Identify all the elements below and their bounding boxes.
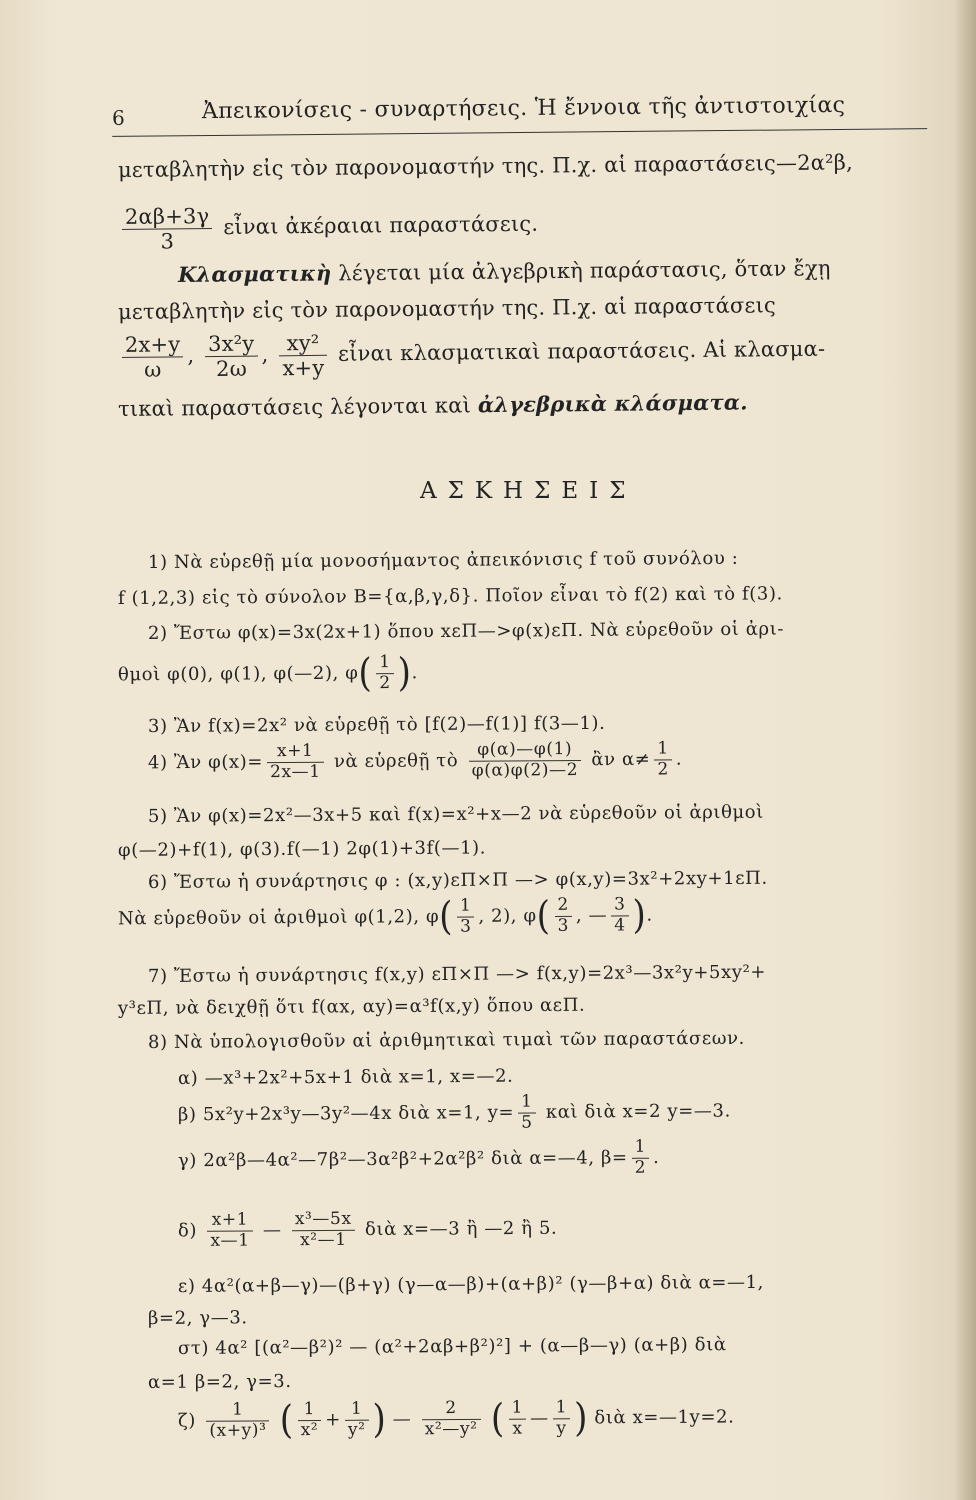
exercise-1-line-2: f (1,2,3) εἰς τὸ σύνολον Β={α,β,γ,δ}. Ποῖον εἶναι τὸ f(2) καὶ τὸ f(3). — [117, 583, 783, 609]
exercise-5-line-2: φ(—2)+f(1), φ(3).f(—1) 2φ(1)+3f(—1). — [117, 837, 487, 861]
fraction: $\frac{1}{2}$ — [376, 654, 394, 693]
exercise-6-line-2: Νὰ εὑρεθοῦν οἱ ἀριθμοὶ φ(1,2), φ( $\frac{1}{3}$ , 2), φ( $\frac{2}{3}$ , — $\frac{3}{4}$ ). — [117, 892, 653, 941]
fraction: $\frac{1}{3}$ — [457, 898, 475, 937]
fraction: $\frac{1}{\text{x²}}$ — [298, 1401, 322, 1440]
fraction: $\frac{\text{x³—5x}}{\text{x²—1}}$ — [292, 1211, 355, 1250]
intro-line-6: τικαὶ παραστάσεις λέγονται καὶ ἀλγεβρικὰ κλάσματα. — [117, 389, 748, 421]
term-bold: Κλασματικὴ — [177, 260, 332, 287]
exercise-8-z: ζ) $\frac{1}{\text{(x+y)³}}$ ( $\frac{1}{\text{x²}}$ + $\frac{1}{\text{y²}}$ ) — $\frac{2}{\text{x²—y²}}$ ( $\frac{1}{x}$ — $\frac{1}{y}$ ) διὰ x=—1y=2. — [177, 1395, 735, 1444]
exercise-8-b: β) 5x²y+2x³y—3y²—4x διὰ x=1, y= $\frac{1}{5}$ καὶ διὰ x=2 y=—3. — [177, 1091, 731, 1133]
exercise-8-st-line-2: α=1 β=2, γ=3. — [147, 1370, 292, 1393]
fraction: $\frac{\varphi(\alpha)—\varphi(1)}{\varphi(\alpha)\varphi(2)—2}$ — [468, 741, 581, 780]
section-heading: ΑΣΚΗΣΕΙΣ — [420, 478, 637, 504]
fraction: $\frac{3}{4}$ — [611, 896, 629, 935]
exercise-8-e-line-1: ε) 4α²(α+β—γ)—(β+γ) (γ—α—β)+(α+β)² (γ—β+α) διὰ α=—1, — [177, 1271, 765, 1297]
exercise-7-line-1: 7) Ἔστω ἡ συνάρτησις f(x,y) εΠ×Π —> f(x,y)=2x³—3x²y+5xy²+ — [147, 961, 767, 987]
intro-line-1: μεταβλητὴν εἰς τὸν παρονομαστήν της. Π.χ. αἱ παραστάσεις—2α²β, — [117, 150, 854, 182]
exercise-8: 8) Νὰ ὑπολογισθοῦν αἱ ἀριθμητικαὶ τιμαὶ τῶν παραστάσεων. — [147, 1027, 745, 1053]
exercise-3: 3) Ἂν f(x)=2x² νὰ εὑρεθῇ τὸ [f(2)—f(1)] f(3—1). — [147, 712, 606, 737]
fraction: $\frac{2}{3}$ — [554, 897, 572, 936]
fraction: $\frac{x+1}{2x—1}$ — [267, 743, 324, 782]
page-number: 6 — [111, 105, 125, 130]
exercise-2-line-1: 2) Ἔστω φ(x)=3x(2x+1) ὅπου xεΠ—>φ(x)εΠ. Νὰ εὑρεθοῦν οἱ ἀρι- — [147, 618, 785, 644]
running-title: Ἀπεικονίσεις - συναρτήσεις. Ἡ ἔννοια τῆς ἀντιστοιχίας — [201, 92, 846, 125]
intro-line-4: μεταβλητὴν εἰς τὸν παρονομαστήν της. Π.χ. αἱ παραστάσεις — [117, 293, 777, 324]
fraction: $\frac{1}{\text{(x+y)³}}$ — [206, 1401, 269, 1440]
exercise-8-e-line-2: β=2, γ—3. — [147, 1307, 248, 1329]
header-rule — [112, 128, 927, 137]
fraction: $\frac{2}{\text{x²—y²}}$ — [422, 1400, 481, 1439]
intro-line-5: $\frac{2x+y}{\omega}$ , $\frac{\text{3x²y}}{2\omega}$ , $\frac{\text{xy²}}{x+y}$ εἶναι κλασματικαὶ παραστάσεις. Αἱ κλασμα- — [118, 327, 826, 381]
term-bold: ἀλγεβρικὰ κλάσματα. — [477, 389, 748, 418]
fraction: $\frac{1}{x}$ — [509, 1400, 527, 1439]
exercise-8-d: δ) $\frac{x+1}{x—1}$ — $\frac{\text{x³—5x}}{\text{x²—1}}$ διὰ x=—3 ἢ —2 ἢ 5. — [177, 1208, 558, 1251]
fraction: $\frac{\text{3x²y}}{2\omega}$ — [205, 333, 258, 381]
fraction: $\frac{1}{\text{y²}}$ — [345, 1401, 369, 1440]
fraction: $\frac{1}{5}$ — [518, 1094, 536, 1133]
exercise-5-line-1: 5) Ἂν φ(x)=2x²—3x+5 καὶ f(x)=x²+x—2 νὰ εὑρεθοῦν οἱ ἀριθμοὶ — [147, 801, 764, 827]
exercise-2-line-2: θμοὶ φ(0), φ(1), φ(—2), φ( $\frac{1}{2}$ ). — [117, 650, 418, 697]
page-header — [112, 90, 932, 134]
intro-line-3: Κλασματικὴ λέγεται μία ἀλγεβρικὴ παράστασις, ὅταν ἔχῃ — [177, 256, 831, 287]
fraction: $\frac{2\alpha\beta+3\gamma}{3}$ — [122, 205, 213, 253]
exercise-1-line-1: 1) Νὰ εὑρεθῇ μία μονοσήμαντος ἀπεικόνισις f τοῦ συνόλου : — [147, 547, 739, 573]
fraction: $\frac{2x+y}{\omega}$ — [122, 333, 184, 381]
page-edge-shadow — [954, 0, 976, 1500]
fraction: $\frac{x+1}{x—1}$ — [207, 1211, 252, 1250]
exercise-8-st-line-1: στ) 4α² [(α²—β²)² — (α²+2αβ+β²)²] + (α—β—γ) (α+β) διὰ — [177, 1334, 727, 1359]
exercise-7-line-2: y³εΠ, νὰ δειχθῇ ὅτι f(αx, αy)=α³f(x,y) ὅπου αεΠ. — [117, 994, 586, 1019]
fraction: $\frac{\text{xy²}}{x+y}$ — [279, 332, 327, 380]
fraction: $\frac{1}{2}$ — [654, 740, 672, 779]
fraction: $\frac{1}{y}$ — [553, 1399, 571, 1438]
exercise-8-g: γ) 2α²β—4α²—7β²—3α²β²+2α²β² διὰ α=—4, β= $\frac{1}{2}$ . — [177, 1136, 660, 1178]
intro-line-2: $\frac{2\alpha\beta+3\gamma}{3}$ εἶναι ἀκέραιαι παραστάσεις. — [118, 202, 539, 253]
exercise-8-a: α) —x³+2x²+5x+1 διὰ x=1, x=—2. — [177, 1065, 514, 1089]
exercise-4: 4) Ἂν φ(x)= $\frac{x+1}{2x—1}$ νὰ εὑρεθῇ τὸ $\frac{\varphi(\alpha)—\varphi(1)}{\varphi(\alpha)\varphi(2)—2}$ ἂν α≠ $\frac{1}{2}$ . — [147, 738, 683, 782]
fraction: $\frac{1}{2}$ — [632, 1139, 650, 1178]
exercise-6-line-1: 6) Ἔστω ἡ συνάρτησις φ : (x,y)εΠ×Π —> φ(x,y)=3x²+2xy+1εΠ. — [147, 867, 768, 893]
